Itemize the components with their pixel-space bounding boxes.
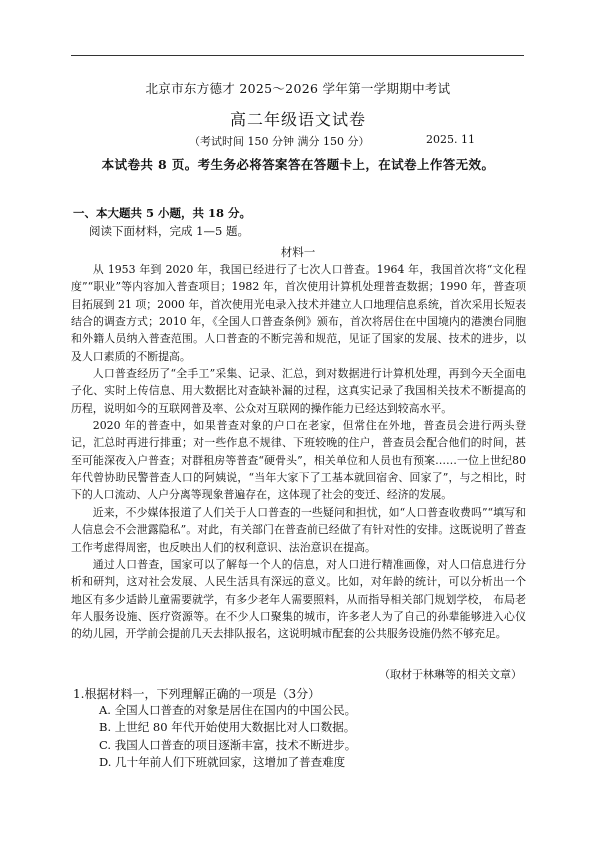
option-b: B. 上世纪 80 年代开始使用大数据比对人口数据。: [99, 720, 356, 735]
section-heading: 一、本大题共 5 小题，共 18 分。: [73, 206, 252, 220]
question-options: [99, 702, 356, 772]
material-paragraph: 人口普查经历了“全手工”采集、记录、汇总，到对数据进行计算机处理，再到今天全面电子化、实时上传信息、用大数据比对查缺补漏的过程，这真实记录了我国相关技术不断提高的历程，说明如今的互联网普及率、公众对互联网的操作能力已经达到较高水平。: [71, 367, 526, 415]
section-instruction: 阅读下面材料，完成 1—5 题。: [89, 224, 249, 238]
exam-notice: 本试卷共 8 页。考生务必将答案答在答题卡上，在试卷上作答无效。: [101, 157, 495, 172]
exam-time-score: （考试时间 150 分钟 满分 150 分）: [189, 135, 370, 148]
option-a: A. 全国人口普查的对象是居住在国内的中国公民。: [99, 703, 357, 717]
exam-date: 2025. 11: [426, 133, 475, 146]
top-rule: [71, 55, 524, 56]
option-c: C. 我国人口普查的项目逐渐丰富，技术不断进步。: [99, 737, 357, 752]
material-title: 材料一: [280, 245, 316, 259]
material-paragraph: 从 1953 年到 2020 年，我国已经进行了七次人口普查。1964 年，我国首次将“文化程度”“职业”等内容加入普查项目；1982 年，首次使用计算机处理普查数据；1990 年，普查项目拓展到 21 项；2000 年，首次使用光电录入技术并建立人口地理信息系统，首次采用长短表结合的调查方式；2010 年，《全国人口普查条例》颁布，首次将居住在中国境内的港澳台同胞和外籍人员纳入普查范围。人口普查的不断完善和规范，见证了国家的发展、技术的进步，以及人口素质的不断提高。: [71, 263, 526, 363]
paper-title: 高二年级语文试卷: [229, 110, 366, 129]
option-d: D. 几十年前人们下班就回家，这增加了普查难度: [99, 755, 346, 770]
material-source: （取材于林琳等的相关文章）: [379, 668, 522, 681]
school-exam-line: 北京市东方德才 2025～2026 学年第一学期期中考试: [145, 81, 451, 96]
material-paragraph: 通过人口普查，国家可以了解每一个人的信息，对人口进行精准画像，对人口信息进行分析和研判，这对社会发展、人民生活具有深远的意义。比如，对年龄的统计，可以分析出一个地区有多少适龄儿童需要就学，有多少老年人需要照料，从而指导相关部门规划学校， 布局老年人服务设施、医疗资源等。在不少人口聚集的城市，许多老人为了自己的孙辈能够进入心仪的幼儿园，开学前会提前几天去排队报名，这说明城市配套的公共服务设施仍然不够充足。: [71, 557, 526, 641]
question-stem: 1.根据材料一，下列理解正确的一项是（3分）: [73, 687, 321, 701]
material-paragraph: 2020 年的普查中，如果普查对象的户口在老家，但常住在外地，普查员会进行两头登记，汇总时再进行排重；对一些作息不规律、下班较晚的住户，普查员会配合他们的时间，甚至可能深夜入户普查；对群租房等普查“硬骨头”，相关单位和人员也有预案……一位上世纪80年代曾协助民警普查人口的阿姨说，“当年大家下了工基本就回宿舍、回家了”，与之相比，时下的人口流动、人户分离等现象普遍存在，这体现了社会的变迁、经济的发展。: [71, 419, 526, 502]
material-paragraph: 近来，不少媒体报道了人们关于人口普查的一些疑问和担忧，如“人口普查收费吗”“填写和人信息会不会泄露隐私”。对此，有关部门在普查前已经做了有针对性的安排。这既说明了普查工作考虑得周密，也反映出人们的权利意识、法治意识在提高。: [71, 505, 526, 554]
material-body: [71, 261, 526, 643]
